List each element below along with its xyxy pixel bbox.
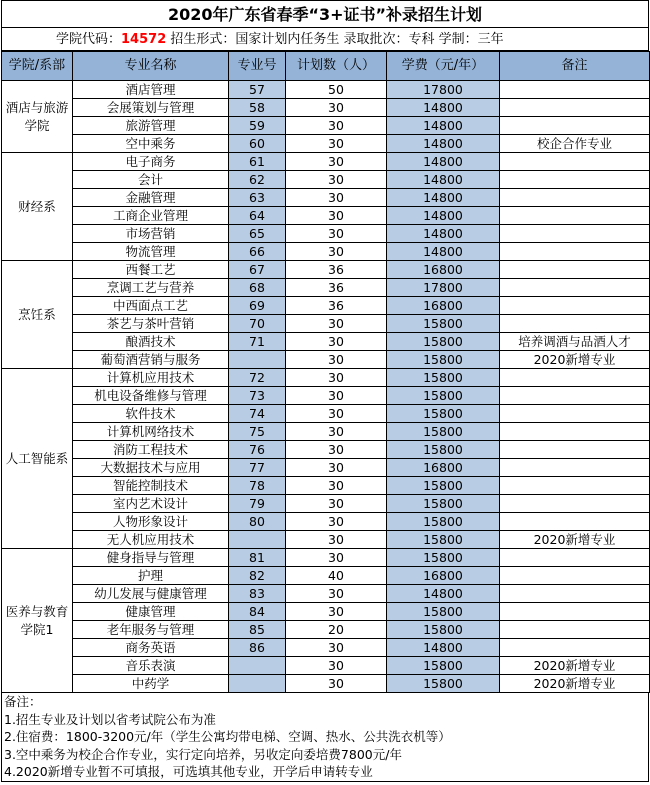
note-line: 3.空中乘务为校企合作专业，实行定向培养，另收定向委培费7800元/年 xyxy=(4,746,402,762)
plan-count-cell: 30 xyxy=(286,513,387,531)
major-number-cell: 62 xyxy=(229,171,286,189)
column-header: 备注 xyxy=(500,52,650,81)
college-code-label: 学院代码： xyxy=(56,32,122,47)
remark-cell xyxy=(500,81,650,99)
remark-cell: 培养调酒与品酒人才 xyxy=(500,333,650,351)
table-row xyxy=(2,135,650,153)
table-row xyxy=(2,171,650,189)
plan-count-cell: 30 xyxy=(286,549,387,567)
remark-cell xyxy=(500,513,650,531)
remark-cell xyxy=(500,279,650,297)
plan-count-cell: 30 xyxy=(286,441,387,459)
table-row xyxy=(2,207,650,225)
table-row xyxy=(2,225,650,243)
table-row xyxy=(2,351,650,369)
table-row xyxy=(2,189,650,207)
major-name-cell: 商务英语 xyxy=(73,639,229,657)
plan-count-cell: 30 xyxy=(286,369,387,387)
tuition-cell: 15800 xyxy=(387,369,500,387)
major-number-cell: 83 xyxy=(229,585,286,603)
table-body xyxy=(2,81,650,693)
department-cell: 医养与教育学院1 xyxy=(2,549,73,693)
plan-count-cell: 30 xyxy=(286,387,387,405)
enrollment-plan-sheet xyxy=(1,0,649,782)
table-row xyxy=(2,639,650,657)
college-code: 14572 xyxy=(121,32,167,47)
table-row xyxy=(2,441,650,459)
remark-cell xyxy=(500,441,650,459)
major-number-cell xyxy=(229,657,286,675)
table-row xyxy=(2,315,650,333)
remark-cell xyxy=(500,567,650,585)
major-number-cell: 64 xyxy=(229,207,286,225)
major-name-cell: 音乐表演 xyxy=(73,657,229,675)
plan-count-cell: 36 xyxy=(286,261,387,279)
table-row xyxy=(2,531,650,549)
major-name-cell: 计算机应用技术 xyxy=(73,369,229,387)
remark-cell: 2020新增专业 xyxy=(500,675,650,693)
table-row xyxy=(2,657,650,675)
table-row xyxy=(2,621,650,639)
major-number-cell: 69 xyxy=(229,297,286,315)
column-header: 专业名称 xyxy=(73,52,229,81)
plan-count-cell: 40 xyxy=(286,567,387,585)
major-name-cell: 中西面点工艺 xyxy=(73,297,229,315)
department-cell: 财经系 xyxy=(2,153,73,261)
table-row xyxy=(2,477,650,495)
major-number-cell: 76 xyxy=(229,441,286,459)
remark-cell xyxy=(500,621,650,639)
major-name-cell: 人物形象设计 xyxy=(73,513,229,531)
remark-cell xyxy=(500,117,650,135)
remark-cell xyxy=(500,423,650,441)
plan-count-cell: 30 xyxy=(286,333,387,351)
major-number-cell: 78 xyxy=(229,477,286,495)
remark-cell xyxy=(500,297,650,315)
remark-cell xyxy=(500,387,650,405)
major-name-cell: 金融管理 xyxy=(73,189,229,207)
major-number-cell: 72 xyxy=(229,369,286,387)
remark-cell xyxy=(500,369,650,387)
note-line: 4.2020新增专业暂不可填报，可选填其他专业，开学后申请转专业 xyxy=(4,764,373,779)
plan-table xyxy=(1,51,650,693)
major-number-cell: 66 xyxy=(229,243,286,261)
tuition-cell: 16800 xyxy=(387,567,500,585)
tuition-cell: 14800 xyxy=(387,171,500,189)
column-header: 学费（元/年） xyxy=(387,52,500,81)
major-name-cell: 健身指导与管理 xyxy=(73,549,229,567)
plan-count-cell: 30 xyxy=(286,99,387,117)
remark-cell xyxy=(500,549,650,567)
plan-count-cell: 50 xyxy=(286,81,387,99)
plan-count-cell: 30 xyxy=(286,243,387,261)
major-name-cell: 物流管理 xyxy=(73,243,229,261)
plan-count-cell: 36 xyxy=(286,279,387,297)
column-header: 专业号 xyxy=(229,52,286,81)
major-number-cell: 77 xyxy=(229,459,286,477)
major-number-cell: 59 xyxy=(229,117,286,135)
remark-cell: 2020新增专业 xyxy=(500,351,650,369)
tuition-cell: 16800 xyxy=(387,459,500,477)
table-row xyxy=(2,423,650,441)
plan-count-cell: 30 xyxy=(286,153,387,171)
major-number-cell: 75 xyxy=(229,423,286,441)
remark-cell xyxy=(500,261,650,279)
major-number-cell xyxy=(229,675,286,693)
remark-cell xyxy=(500,459,650,477)
note-line: 2.住宿费：1800-3200元/年（学生公寓均带电梯、空调、热水、公共洗衣机等） xyxy=(4,729,451,744)
table-row xyxy=(2,459,650,477)
major-number-cell: 67 xyxy=(229,261,286,279)
plan-count-cell: 30 xyxy=(286,171,387,189)
notes-heading: 备注： xyxy=(4,694,42,709)
tuition-cell: 14800 xyxy=(387,243,500,261)
remark-cell xyxy=(500,603,650,621)
major-name-cell: 葡萄酒营销与服务 xyxy=(73,351,229,369)
plan-count-cell: 30 xyxy=(286,225,387,243)
table-row xyxy=(2,369,650,387)
remark-cell xyxy=(500,153,650,171)
major-number-cell xyxy=(229,531,286,549)
major-number-cell: 86 xyxy=(229,639,286,657)
table-row xyxy=(2,567,650,585)
table-header-row xyxy=(2,52,650,81)
tuition-cell: 14800 xyxy=(387,207,500,225)
table-row xyxy=(2,405,650,423)
table-row xyxy=(2,243,650,261)
major-name-cell: 市场营销 xyxy=(73,225,229,243)
major-name-cell: 大数据技术与应用 xyxy=(73,459,229,477)
table-row xyxy=(2,387,650,405)
major-number-cell: 70 xyxy=(229,315,286,333)
tuition-cell: 14800 xyxy=(387,117,500,135)
tuition-cell: 15800 xyxy=(387,531,500,549)
major-name-cell: 护理 xyxy=(73,567,229,585)
tuition-cell: 15800 xyxy=(387,315,500,333)
table-row xyxy=(2,261,650,279)
table-row xyxy=(2,549,650,567)
remark-cell xyxy=(500,639,650,657)
remark-cell xyxy=(500,207,650,225)
tuition-cell: 15800 xyxy=(387,477,500,495)
tuition-cell: 15800 xyxy=(387,549,500,567)
column-header: 学院/系部 xyxy=(2,52,73,81)
major-name-cell: 中药学 xyxy=(73,675,229,693)
major-number-cell: 71 xyxy=(229,333,286,351)
tuition-cell: 14800 xyxy=(387,99,500,117)
tuition-cell: 15800 xyxy=(387,387,500,405)
tuition-cell: 14800 xyxy=(387,153,500,171)
notes-section xyxy=(1,693,649,782)
major-name-cell: 会计 xyxy=(73,171,229,189)
table-row xyxy=(2,297,650,315)
major-name-cell: 酿酒技术 xyxy=(73,333,229,351)
remark-cell xyxy=(500,99,650,117)
tuition-cell: 17800 xyxy=(387,81,500,99)
tuition-cell: 14800 xyxy=(387,225,500,243)
major-name-cell: 烹调工艺与营养 xyxy=(73,279,229,297)
plan-count-cell: 30 xyxy=(286,207,387,225)
major-number-cell: 68 xyxy=(229,279,286,297)
major-number-cell: 74 xyxy=(229,405,286,423)
note-line: 1.招生专业及计划以省考试院公布为准 xyxy=(4,711,216,727)
remark-cell xyxy=(500,189,650,207)
tuition-cell: 15800 xyxy=(387,441,500,459)
major-number-cell: 81 xyxy=(229,549,286,567)
tuition-cell: 16800 xyxy=(387,261,500,279)
tuition-cell: 14800 xyxy=(387,135,500,153)
table-row xyxy=(2,99,650,117)
remark-cell xyxy=(500,243,650,261)
department-cell: 酒店与旅游学院 xyxy=(2,81,73,153)
major-name-cell: 软件技术 xyxy=(73,405,229,423)
table-row xyxy=(2,585,650,603)
plan-count-cell: 30 xyxy=(286,675,387,693)
table-row xyxy=(2,333,650,351)
table-row xyxy=(2,675,650,693)
tuition-cell: 15800 xyxy=(387,333,500,351)
plan-count-cell: 30 xyxy=(286,585,387,603)
major-number-cell: 57 xyxy=(229,81,286,99)
major-number-cell: 85 xyxy=(229,621,286,639)
major-number-cell: 60 xyxy=(229,135,286,153)
table-row xyxy=(2,81,650,99)
major-number-cell: 82 xyxy=(229,567,286,585)
major-name-cell: 工商企业管理 xyxy=(73,207,229,225)
major-name-cell: 计算机网络技术 xyxy=(73,423,229,441)
plan-count-cell: 20 xyxy=(286,621,387,639)
tuition-cell: 15800 xyxy=(387,351,500,369)
major-name-cell: 消防工程技术 xyxy=(73,441,229,459)
remark-cell xyxy=(500,495,650,513)
remark-cell: 2020新增专业 xyxy=(500,531,650,549)
plan-count-cell: 30 xyxy=(286,477,387,495)
tuition-cell: 15800 xyxy=(387,657,500,675)
major-number-cell: 84 xyxy=(229,603,286,621)
tuition-cell: 14800 xyxy=(387,189,500,207)
major-number-cell: 80 xyxy=(229,513,286,531)
tuition-cell: 15800 xyxy=(387,495,500,513)
remark-cell: 校企合作专业 xyxy=(500,135,650,153)
department-cell: 人工智能系 xyxy=(2,369,73,549)
tuition-cell: 17800 xyxy=(387,279,500,297)
tuition-cell: 15800 xyxy=(387,675,500,693)
tuition-cell: 15800 xyxy=(387,621,500,639)
plan-count-cell: 30 xyxy=(286,639,387,657)
major-name-cell: 旅游管理 xyxy=(73,117,229,135)
plan-count-cell: 30 xyxy=(286,135,387,153)
plan-count-cell: 30 xyxy=(286,423,387,441)
major-name-cell: 空中乘务 xyxy=(73,135,229,153)
major-name-cell: 健康管理 xyxy=(73,603,229,621)
major-number-cell xyxy=(229,351,286,369)
plan-count-cell: 30 xyxy=(286,351,387,369)
major-name-cell: 西餐工艺 xyxy=(73,261,229,279)
tuition-cell: 15800 xyxy=(387,513,500,531)
major-name-cell: 室内艺术设计 xyxy=(73,495,229,513)
table-row xyxy=(2,153,650,171)
major-number-cell: 73 xyxy=(229,387,286,405)
major-number-cell: 63 xyxy=(229,189,286,207)
major-name-cell: 无人机应用技术 xyxy=(73,531,229,549)
major-number-cell: 61 xyxy=(229,153,286,171)
plan-count-cell: 30 xyxy=(286,189,387,207)
tuition-cell: 16800 xyxy=(387,297,500,315)
major-number-cell: 79 xyxy=(229,495,286,513)
major-number-cell: 58 xyxy=(229,99,286,117)
major-name-cell: 电子商务 xyxy=(73,153,229,171)
major-name-cell: 智能控制技术 xyxy=(73,477,229,495)
major-name-cell: 酒店管理 xyxy=(73,81,229,99)
major-number-cell: 65 xyxy=(229,225,286,243)
major-name-cell: 茶艺与茶叶营销 xyxy=(73,315,229,333)
major-name-cell: 幼儿发展与健康管理 xyxy=(73,585,229,603)
department-cell: 烹饪系 xyxy=(2,261,73,369)
tuition-cell: 14800 xyxy=(387,585,500,603)
tuition-cell: 14800 xyxy=(387,639,500,657)
table-row xyxy=(2,513,650,531)
tuition-cell: 15800 xyxy=(387,405,500,423)
tuition-cell: 15800 xyxy=(387,603,500,621)
table-row xyxy=(2,603,650,621)
remark-cell xyxy=(500,315,650,333)
major-name-cell: 老年服务与管理 xyxy=(73,621,229,639)
table-row xyxy=(2,117,650,135)
remark-cell xyxy=(500,225,650,243)
remark-cell xyxy=(500,171,650,189)
remark-cell xyxy=(500,477,650,495)
column-header: 计划数（人） xyxy=(286,52,387,81)
table-row xyxy=(2,495,650,513)
info-details: 招生形式：国家计划内任务生 录取批次：专科 学制：三年 xyxy=(170,32,504,47)
major-name-cell: 会展策划与管理 xyxy=(73,99,229,117)
plan-count-cell: 30 xyxy=(286,657,387,675)
plan-count-cell: 30 xyxy=(286,459,387,477)
plan-count-cell: 30 xyxy=(286,603,387,621)
plan-count-cell: 30 xyxy=(286,405,387,423)
plan-count-cell: 30 xyxy=(286,495,387,513)
plan-count-cell: 30 xyxy=(286,315,387,333)
remark-cell xyxy=(500,405,650,423)
plan-count-cell: 36 xyxy=(286,297,387,315)
table-row xyxy=(2,279,650,297)
remark-cell: 2020新增专业 xyxy=(500,657,650,675)
major-name-cell: 机电设备维修与管理 xyxy=(73,387,229,405)
page-title: 2020年广东省春季“3+证书”补录招生计划 xyxy=(1,0,649,27)
remark-cell xyxy=(500,585,650,603)
tuition-cell: 15800 xyxy=(387,423,500,441)
plan-count-cell: 30 xyxy=(286,117,387,135)
info-bar xyxy=(1,27,649,51)
plan-count-cell: 30 xyxy=(286,531,387,549)
